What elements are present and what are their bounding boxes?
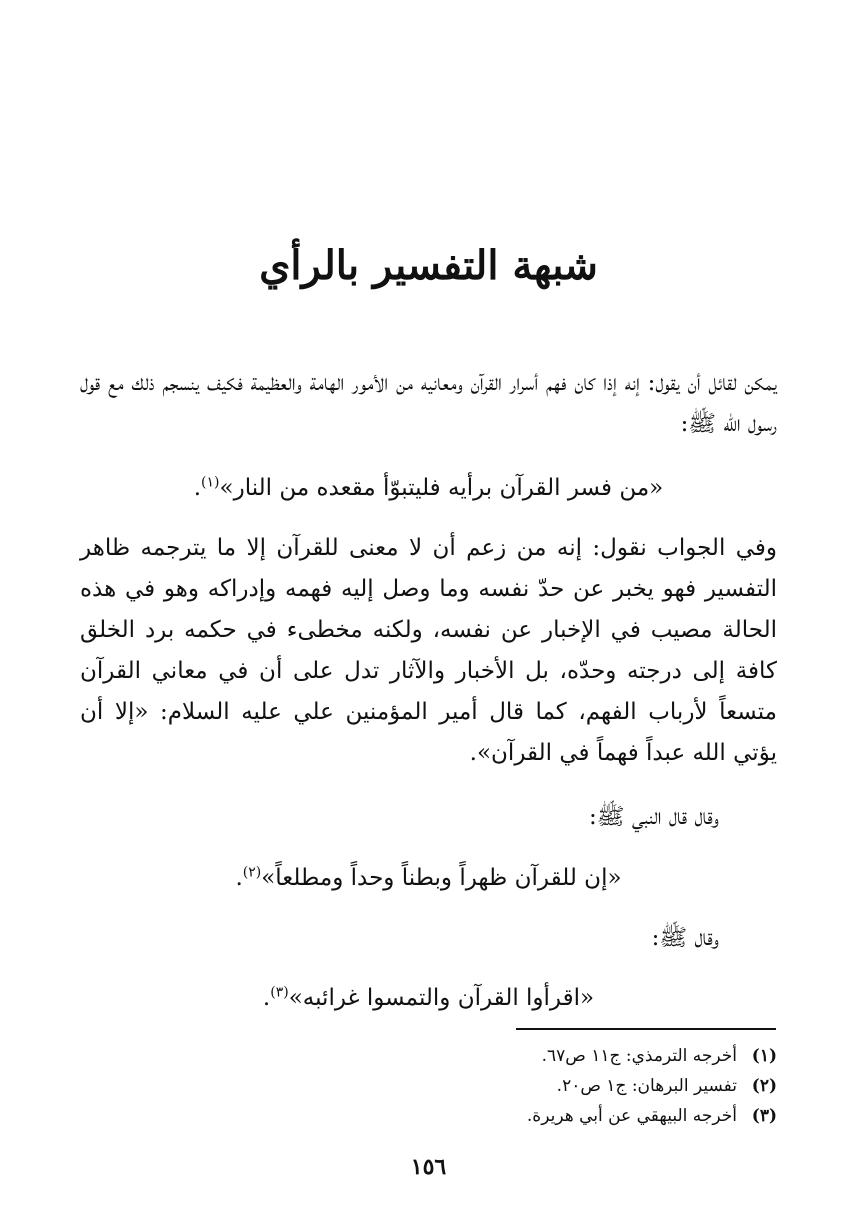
footnote-divider [516,1028,776,1030]
footnote-number: (٣) [751,1106,777,1126]
footnote-ref-2: (٢) [242,864,262,881]
hadith-quote-3 [80,978,777,1018]
hadith-quote-2-end: . [235,865,243,891]
footnote-item [317,1041,777,1071]
paragraph-question: يمكن لقائل أن يقول: إنه إذا كان فهم أسرار القرآن ومعانيه من الأمور الهامة والعظيمة فكيف ينسجم ذلك مع قول رسول الله ﷺ: [80,370,777,437]
paragraph-answer: وفي الجواب نقول: إنه من زعم أن لا معنى للقرآن إلا ما يترجمه ظاهر التفسير فهو يخبر عن حدّ نفسه وما وصل إليه فهمه وإدراكه وهو في هذه الحالة مصيب في الإخبار عن نفسه، ولكنه مخطىء في حكمه برد الخلق كافة إلى درجته وحدّه، بل الأخبار والآثار تدل على أن في معاني القرآن متسعاً لأرباب الفهم، كما قال أمير المؤمنين علي عليه السلام: «إلا أن يؤتي الله عبداً فهماً في القرآن». [80,535,777,766]
intro-line-2: وقال قال النبي ﷺ: [589,804,719,830]
footnote-item [317,1071,777,1101]
hadith-quote-1-end: . [193,475,202,501]
footnote-ref-1: (١) [201,474,220,491]
chapter-title: شبهة التفسير بالرأي [259,242,598,289]
hadith-quote-2-text: «إن للقرآن ظهراً وبطناً وحداً ومطلعاً» [261,865,622,891]
hadith-quote-3-text: «اقرأوا القرآن والتمسوا غرائبه» [288,985,595,1011]
footnote-ref-3: (٣) [270,984,289,1001]
page-number: ١٥٦ [410,1154,447,1180]
footnote-number: (١) [751,1046,777,1066]
footnote-text: أخرجه الترمذي: ج١١ ص٦٧. [541,1046,737,1066]
hadith-quote-1 [80,468,777,508]
hadith-quote-2 [80,858,777,898]
intro-line-3: وقال ﷺ: [651,925,719,951]
hadith-quote-1-text: «من فسر القرآن برأيه فليتبوّأ مقعده من النار» [219,475,664,501]
hadith-quote-3-end: . [262,985,271,1011]
footnote-text: تفسير البرهان: ج١ ص٢٠. [556,1076,737,1096]
footnotes [317,1041,777,1131]
footnote-item [317,1101,777,1131]
footnote-text: أخرجه البيهقي عن أبي هريرة. [526,1106,737,1126]
footnote-number: (٢) [751,1076,777,1096]
